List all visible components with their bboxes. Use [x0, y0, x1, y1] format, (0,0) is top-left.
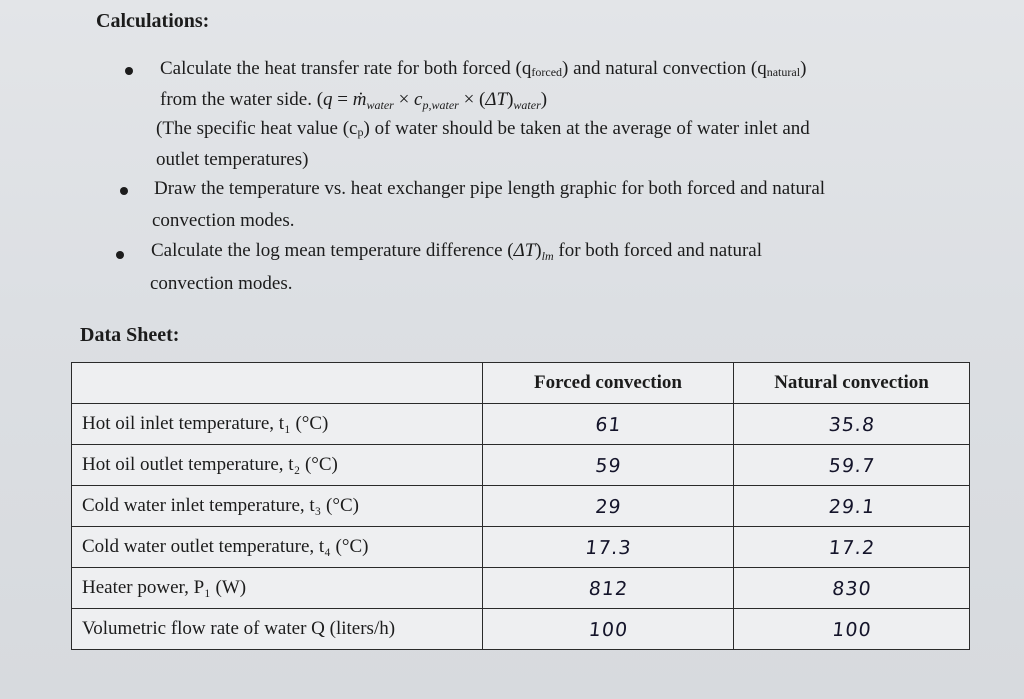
bullet-2-line-1: Draw the temperature vs. heat exchanger pipe length graphic for both forced and natural: [154, 178, 826, 199]
row-label: Cold water inlet temperature, t₃ (°C): [72, 486, 483, 527]
text-fragment: for both forced and natural: [553, 240, 763, 261]
bullet-1-line-4: outlet temperatures): [156, 149, 309, 170]
bullet-2-line-2: convection modes.: [152, 210, 295, 231]
lmtd-paren: ): [535, 240, 542, 261]
natural-value: 17.2: [731, 527, 971, 568]
equation-cp: c: [414, 89, 423, 110]
natural-value: 35.8: [731, 404, 971, 445]
table-row: [72, 445, 970, 486]
lmtd-subscript: lm: [541, 249, 554, 263]
bullet-3-line-1: [151, 240, 762, 264]
text-fragment: Calculate the log mean temperature difference (: [151, 240, 514, 261]
table-row: [72, 609, 970, 650]
column-header-forced: Forced convection: [483, 363, 734, 404]
bullet-2-dot: [120, 187, 128, 195]
q-natural-subscript: natural: [766, 65, 801, 79]
cp-subscript: p: [357, 125, 364, 139]
data-sheet-heading: Data Sheet:: [80, 324, 180, 346]
column-header-natural: Natural convection: [734, 363, 970, 404]
bullet-1-line-1: [160, 58, 806, 80]
equation-mdot: ṁ: [352, 89, 367, 110]
bullet-3-dot: [116, 251, 124, 259]
equation-paren: ): [540, 89, 548, 110]
equation-times: × (: [458, 89, 486, 110]
table-row: [72, 404, 970, 445]
equation-delta-t: ΔT: [485, 89, 508, 110]
q-forced-subscript: forced: [531, 65, 563, 79]
forced-value: 59: [480, 445, 735, 486]
equation-delta-t-subscript: water: [513, 98, 541, 112]
natural-value: 830: [731, 568, 971, 609]
forced-value: 29: [480, 486, 735, 527]
bullet-3-line-2: convection modes.: [150, 273, 293, 294]
table-row: [72, 527, 970, 568]
table-row: [72, 568, 970, 609]
text-fragment: Calculate the heat transfer rate for both forced (q: [160, 58, 532, 79]
text-fragment: ): [800, 58, 807, 79]
natural-value: 100: [731, 609, 971, 650]
text-fragment: from the water side. (: [160, 89, 324, 110]
column-header-label: [72, 363, 483, 404]
row-label: Volumetric flow rate of water Q (liters/h): [72, 609, 483, 650]
calculations-heading: Calculations:: [96, 10, 210, 32]
bullet-1-line-3: [156, 118, 810, 140]
equation-paren: ): [507, 89, 514, 110]
forced-value: 61: [480, 404, 735, 445]
text-fragment: (The specific heat value (c: [156, 118, 358, 139]
equation-equals: =: [332, 89, 353, 110]
equation-q: q: [323, 89, 333, 110]
row-label: Heater power, P₁ (W): [72, 568, 483, 609]
bullet-1-dot: [125, 67, 133, 75]
text-fragment: ) of water should be taken at the average of water inlet and: [363, 118, 810, 139]
lmtd-delta-t: ΔT: [513, 240, 536, 261]
row-label: Cold water outlet temperature, t₄ (°C): [72, 527, 483, 568]
forced-value: 812: [480, 568, 735, 609]
forced-value: 17.3: [480, 527, 735, 568]
equation-times: ×: [393, 89, 415, 110]
data-sheet-table: [71, 362, 970, 650]
bullet-1-line-2: [160, 89, 547, 113]
natural-value: 29.1: [731, 486, 971, 527]
equation-mdot-subscript: water: [366, 98, 394, 112]
natural-value: 59.7: [731, 445, 971, 486]
row-label: Hot oil outlet temperature, t₂ (°C): [72, 445, 483, 486]
text-fragment: ) and natural convection (q: [562, 58, 767, 79]
forced-value: 100: [480, 609, 735, 650]
row-label: Hot oil inlet temperature, t₁ (°C): [72, 404, 483, 445]
table-header-row: [72, 363, 970, 404]
table-row: [72, 486, 970, 527]
equation-cp-subscript: p,water: [422, 98, 459, 112]
